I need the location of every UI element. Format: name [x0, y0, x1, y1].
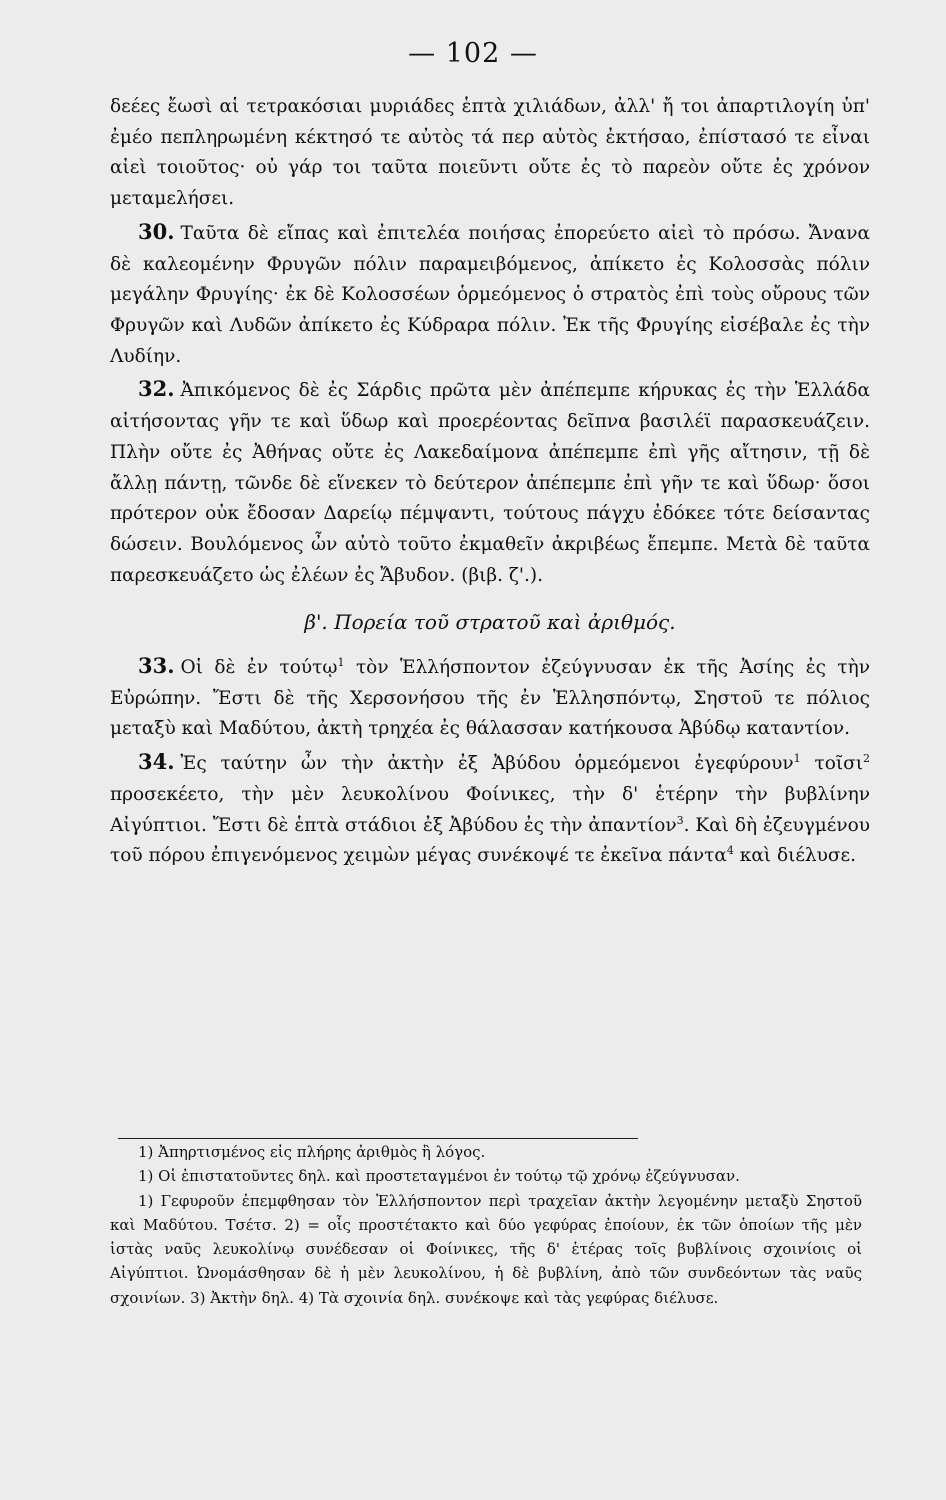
footnote: 1) Οἱ ἐπιστατοῦντες δηλ. καὶ προστεταγμένοι ἐν τούτῳ τῷ χρόνῳ ἐζεύγνυσαν. [138, 1167, 740, 1186]
intro-paragraph: δεέες ἔωσὶ αἱ τετρακόσιαι μυριάδες ἑπτὰ χιλιάδων, ἀλλ' ἤ τοι ἀπαρτιλογίη ὑπ' ἐμέο πεπληρωμένη κέκτησό τε αὐτὸς τά περ αὐτὸς ἐκτήσαο, ἐπίστασό τε εἶναι αἰεὶ τοιοῦτος· οὐ γάρ τοι ταῦτα ποιεῦντι οὔτε ἐς τὸ παρεὸν οὔτε ἐς χρόνον μεταμελήσει. [110, 96, 870, 210]
footnote-marker: 2 [863, 751, 871, 765]
footnote-marker: 3 [676, 813, 684, 827]
section-text: . Καὶ δὴ ἐζευγμένου τοῦ πόρου ἐπιγενόμενος χειμὼν μέγας συνέκοψέ τε ἐκεῖνα πάντα [110, 814, 871, 867]
chapter-heading: β'. Πορεία τοῦ στρατοῦ καὶ ἀριθμός. [304, 609, 676, 634]
page-number: — 102 — [408, 38, 538, 69]
footnote: 1) Γεφυροῦν ἐπεμφθησαν τὸν Ἑλλήσποντον περὶ τραχεῖαν ἀκτὴν λεγομένην μεταξὺ Σηστοῦ καὶ Μαδύτου. Τσέτσ. 2) = οἷς προστέτακτο καὶ δύο γεφύρας ἐποίουν, ἐκ τῶν ὁποίων τῆς μὲν ἱστὰς ναῦς λευκολίνῳ συνέδεσαν οἱ Φοίνικες, τῆς δ' ἑτέρας τοῖς βυβλίνοις σχοινίοις οἱ Αἰγύπτιοι. Ὠνομάσθησαν δὲ ἡ μὲν λευκολίνου, ἡ δὲ βυβλίνη, ἀπὸ τῶν συνδεόντων τὰς ναῦς σχοινίων. 3) Ἀκτὴν δηλ. 4) Τὰ σχοινία δηλ. συνέκοψε καὶ τὰς γεφύρας διέλυσε. [110, 1191, 862, 1307]
section-number: 32. [138, 376, 175, 402]
section-text: Ἐς ταύτην ὦν τὴν ἀκτὴν ἐξ Ἀβύδου ὁρμεόμενοι ἐγεφύρουν [180, 753, 794, 775]
section-32 [110, 372, 870, 591]
section-text: τὸν Ἑλλήσποντον ἐζεύγνυσαν ἐκ τῆς Ἀσίης ἐς τὴν Εὐρώπην. Ἔστι δὲ τῆς Χερσονήσου τῆς ἐν Ἑλλησπόντῳ, Σηστοῦ τε πόλιος μεταξὺ καὶ Μαδύτου, ἀκτὴ τρηχέα ἐς θάλασσαν κατήκουσα Ἀβύδῳ καταντίον. [110, 656, 870, 740]
section-text: τοῖσι [800, 753, 864, 775]
footnote-divider [118, 1138, 638, 1139]
main-text [110, 92, 870, 872]
section-30 [110, 215, 870, 373]
section-number: 30. [138, 218, 175, 244]
section-text: Ταῦτα δὲ εἴπας καὶ ἐπιτελέα ποιήσας ἐπορεύετο αἰεὶ τὸ πρόσω. Ἄνανα δὲ καλεομένην Φρυγῶν πόλιν παραμειβόμενος, ἀπίκετο ἐς Κολοσσὰς πόλιν μεγάλην Φρυγίης· ἐκ δὲ Κολοσσέων ὁρμεόμενος ὁ στρατὸς ἐπὶ τοὺς οὔρους τῶν Φρυγῶν καὶ Λυδῶν ἀπίκετο ἐς Κύδραρα πόλιν. Ἐκ τῆς Φρυγίης εἰσέβαλε ἐς τὴν Λυδίην. [110, 222, 870, 367]
section-text: Οἱ δὲ ἐν τούτῳ [180, 656, 338, 678]
section-text: καὶ διέλυσε. [733, 845, 856, 867]
section-number: 33. [138, 652, 175, 678]
footnotes [110, 1140, 862, 1310]
section-34 [110, 745, 870, 872]
footnote: 1) Ἀπηρτισμένος εἰς πλήρης ἀριθμὸς ἢ λόγος. [138, 1143, 486, 1161]
section-text: προσεκέετο, τὴν μὲν λευκολίνου Φοίνικες, τὴν δ' ἑτέρην τὴν βυβλίνην Αἰγύπτιοι. Ἔστι δὲ ἑπτὰ στάδιοι ἐξ Ἀβύδου ἐς τὴν ἀπαντίον [110, 783, 870, 836]
section-33 [110, 649, 870, 745]
footnote-marker: 4 [726, 844, 734, 858]
footnote-marker: 1 [337, 655, 345, 669]
section-number: 34. [138, 749, 175, 775]
footnote-marker: 1 [793, 751, 801, 765]
section-text: Ἀπικόμενος δὲ ἐς Σάρδις πρῶτα μὲν ἀπέπεμπε κήρυκας ἐς τὴν Ἑλλάδα αἰτήσοντας γῆν τε καὶ ὕδωρ καὶ προερέοντας δεῖπνα βασιλέϊ παρασκευάζειν. Πλὴν οὔτε ἐς Ἀθήνας οὔτε ἐς Λακεδαίμονα ἀπέπεμπε ἐπὶ γῆς αἴτησιν, τῇ δὲ ἄλλῃ πάντῃ, τῶνδε δὲ εἵνεκεν τὸ δεύτερον ἀπέπεμπε ἐπὶ γῆν τε καὶ ὕδωρ· ὅσοι πρότερον οὐκ ἔδοσαν Δαρείῳ πέμψαντι, τούτους πάγχυ ἐδόκεε τότε δείσαντας δώσειν. Βουλόμενος ὦν αὐτὸ τοῦτο ἐκμαθεῖν ἀκριβέως ἔπεμπε. Μετὰ δὲ ταῦτα παρεσκευάζετο ὡς ἐλέων ἐς Ἄβυδον. (βιβ. ζ'.). [110, 380, 870, 586]
